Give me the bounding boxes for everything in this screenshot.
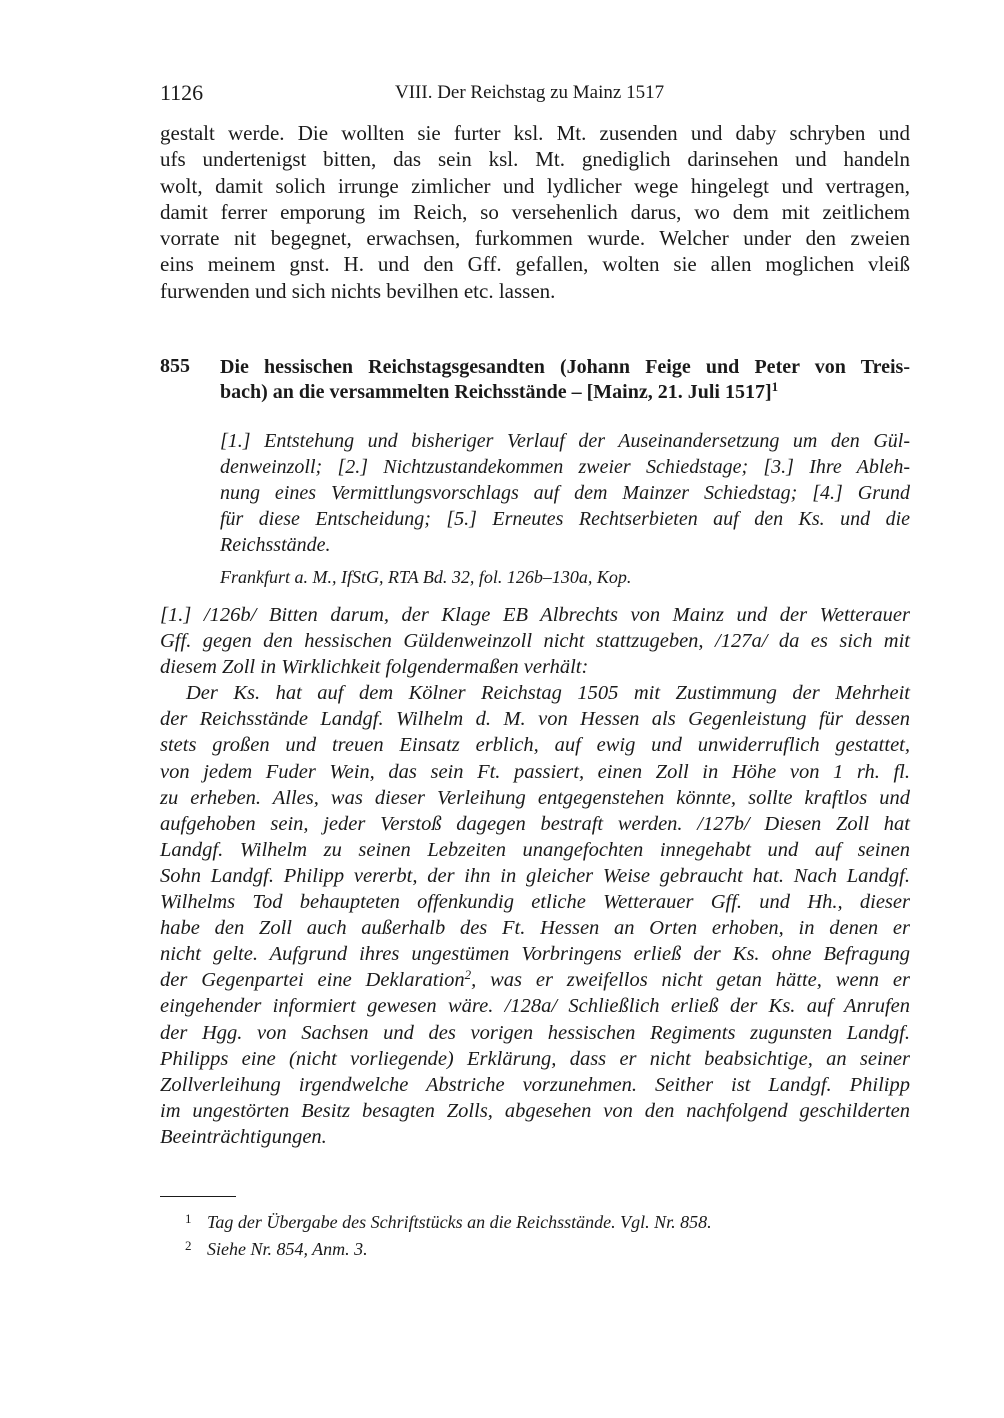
page-number: 1126 <box>160 80 204 105</box>
footnote <box>185 1207 712 1234</box>
running-title: VIII. Der Reichstag zu Mainz 1517 <box>395 82 665 103</box>
footnote-mark: 1 <box>185 1211 192 1226</box>
body-line: Der Ks. hat auf dem Kölner Reichstag 1505 mit Zustimmung der Mehrheit <box>186 682 910 705</box>
text-line: furwenden und sich nichts bevilhen etc. lassen. <box>160 278 556 303</box>
text-line: wolt, damit solich irrunge zimlicher und lydlicher wege hingelegt und vertragen, <box>160 173 910 198</box>
body-line <box>160 967 910 993</box>
body-line: stets großen und treuen Einsatz erblich, auf ewig und unwiderruflich gestattet, <box>160 734 910 757</box>
body-line: Gff. gegen den hessischen Güldenweinzoll nicht stattzugeben, /127a/ da es sich mit <box>160 630 910 653</box>
summary-line: für diese Entscheidung; [5.] Erneutes Rechtserbieten auf den Ks. und die <box>220 508 910 530</box>
document-body <box>160 602 910 1150</box>
body-line: habe den Zoll auch außerhalb des Ft. Hessen an Orten erhoben, in denen er <box>160 917 910 940</box>
heading-text: bach) an die versammelten Reichsstände – [Mainz, 21. Juli 1517] <box>220 381 772 403</box>
source-note: Frankfurt a. M., IfStG, RTA Bd. 32, fol. 126b–130a, Kop. <box>220 567 632 587</box>
footnotes <box>185 1207 712 1261</box>
body-line: Sohn Landgf. Philipp vererbt, der ihn in gleicher Weise gebraucht hat. Nach Landgf. <box>160 864 910 887</box>
text-line: vorrate nit begegnet, erwachsen, furkommen wurde. Welcher under den zweien <box>160 226 910 251</box>
footnote-text: Siehe Nr. 854, Anm. 3. <box>207 1239 368 1259</box>
body-line: nicht gelte. Aufgrund ihres ungestümen Vorbringens erließ der Ks. ohne Befragung <box>160 943 910 966</box>
text-line: gestalt werde. Die wollten sie furter ksl. Mt. zusenden und daby schryben und <box>160 121 910 145</box>
body-line: der Hgg. von Sachsen und des vorigen hessischen Regiments zugunsten Landgf. <box>160 1021 910 1044</box>
footnote-reference: 2 <box>464 967 472 983</box>
body-line: Beeinträchtigungen. <box>160 1125 327 1148</box>
heading-line <box>220 380 910 405</box>
summary-line: nung eines Vermittlungsvorschlags auf dem Mainzer Schiedstag; [4.] Grund <box>220 482 910 504</box>
footnote-reference: 1 <box>771 379 779 394</box>
heading-line: Die hessischen Reichstagsgesandten (Johann Feige und Peter von Treis- <box>220 356 910 378</box>
document-heading <box>220 355 910 405</box>
body-line: im ungestörten Besitz besagten Zolls, abgesehen von den nachfolgend geschilderten <box>160 1099 910 1122</box>
body-line: Wilhelms Tod behaupteten offenkundig etliche Wetterauer Gff. und Hh., dieser <box>160 891 910 914</box>
footnote-text: Tag der Übergabe des Schriftstücks an die Reichsstände. Vgl. Nr. 858. <box>207 1212 712 1232</box>
body-line: eingehender informiert gewesen wäre. /128a/ Schließlich erließ der Ks. auf Anrufen <box>160 995 910 1018</box>
footnote-mark: 2 <box>185 1238 192 1253</box>
body-line: [1.] /126b/ Bitten darum, der Klage EB Albrechts von Mainz und der Wetterauer <box>160 604 910 626</box>
body-line: Philipps eine (nicht vorliegende) Erklärung, dass er nicht beabsichtige, an seiner <box>160 1047 910 1070</box>
body-line: zu erheben. Alles, was dieser Verleihung entgegenstehen könnte, sollte kraftlos und <box>160 786 910 809</box>
footnote-divider <box>160 1196 236 1197</box>
body-line: diesem Zoll in Wirklichkeit folgendermaßen verhält: <box>160 656 589 679</box>
footnote <box>185 1234 712 1261</box>
body-line: aufgehoben sein, jeder Verstoß dagegen bestraft werden. /127b/ Diesen Zoll hat <box>160 812 910 835</box>
text-line: damit ferrer emporung im Reich, so versehenlich darus, wo dem mit zeitlichem <box>160 199 910 224</box>
body-line: von jedem Fuder Wein, das sein Ft. passiert, einen Zoll in Höhe von 1 rh. fl. <box>160 760 910 783</box>
document-number: 855 <box>160 355 190 377</box>
continuation-paragraph <box>160 120 910 304</box>
body-line: der Reichsstände Landgf. Wilhelm d. M. von Hessen als Gegenleistung für dessen <box>160 708 910 731</box>
document-summary <box>220 428 910 558</box>
summary-line: [1.] Entstehung und bisheriger Verlauf der Auseinandersetzung um den Gül- <box>220 430 910 452</box>
body-line: Zollverleihung irgendwelche Abstriche vorzunehmen. Seither ist Landgf. Philipp <box>160 1073 910 1096</box>
body-text: der Gegenpartei eine Deklaration <box>160 969 465 992</box>
summary-line: denweinzoll; [2.] Nichtzustandekommen zweier Schiedstage; [3.] Ihre Ableh- <box>220 456 910 478</box>
text-line: eins meinem gnst. H. und den Gff. gefallen, wolten sie allen moglichen vleiß <box>160 252 910 277</box>
text-line: ufs undertenigst bitten, das sein ksl. Mt. gnediglich darinsehen und handeln <box>160 147 910 172</box>
body-text: , was er zweifellos nicht getan hätte, wenn er <box>471 969 910 992</box>
body-line: Landgf. Wilhelm zu seinen Lebzeiten unangefochten innegehabt und auf seinen <box>160 838 910 861</box>
summary-line: Reichsstände. <box>220 534 331 556</box>
